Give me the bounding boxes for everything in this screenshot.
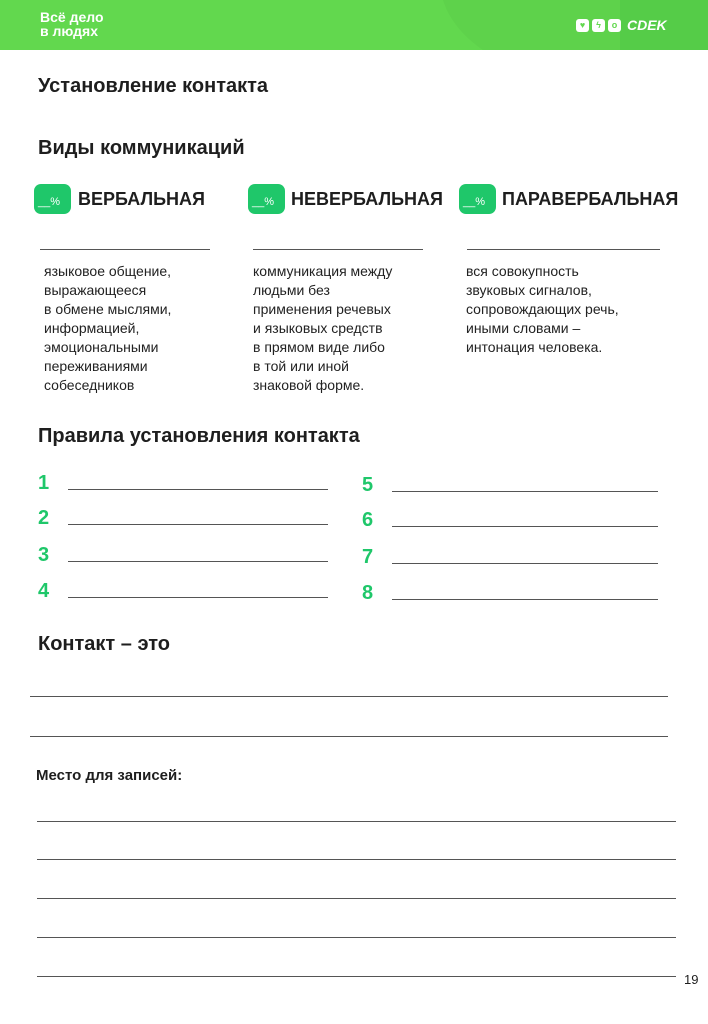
description-line: переживаниями — [44, 358, 148, 374]
description-line: коммуникация между — [253, 263, 393, 279]
rule-line[interactable] — [68, 489, 328, 490]
rule-line[interactable] — [68, 524, 328, 525]
rule-line[interactable] — [68, 561, 328, 562]
description-line: знаковой форме. — [253, 377, 365, 393]
description-line: языковое общение, — [44, 263, 172, 279]
description-line: вся совокупность — [466, 263, 579, 279]
contact-heading: Контакт – это — [38, 633, 170, 655]
notes-line[interactable] — [37, 976, 676, 977]
type-description — [253, 262, 392, 395]
rule-line[interactable] — [392, 563, 658, 564]
rule-number: 6 — [362, 509, 374, 531]
description-line: интонация человека. — [466, 339, 603, 355]
rule-line[interactable] — [392, 599, 658, 600]
notes-line[interactable] — [37, 821, 676, 822]
description-line: эмоциональными — [44, 339, 159, 355]
fill-line[interactable] — [40, 249, 210, 250]
rule-number: 4 — [38, 580, 50, 602]
type-description — [44, 262, 171, 395]
type-label: ВЕРБАЛЬНАЯ — [78, 189, 205, 209]
percent-badge: __% — [34, 184, 71, 214]
description-line: применения речевых — [253, 301, 391, 317]
description-line: людьми без — [253, 282, 330, 298]
description-line: в обмене мыслями, — [44, 301, 172, 317]
slogan-line: Всё дело — [40, 9, 104, 25]
circle-icon: o — [608, 19, 621, 32]
cdek-logo — [576, 17, 667, 33]
rule-number: 2 — [38, 507, 50, 529]
description-line: собеседников — [44, 377, 135, 393]
description-line: выражающееся — [44, 282, 147, 298]
rule-number: 7 — [362, 546, 374, 568]
description-line: сопровождающих речь, — [466, 301, 619, 317]
description-line: звуковых сигналов, — [466, 282, 592, 298]
rule-number: 5 — [362, 474, 374, 496]
slogan — [40, 10, 104, 38]
notes-line[interactable] — [37, 898, 676, 899]
answer-line[interactable] — [30, 736, 668, 737]
rules-heading: Правила установления контакта — [38, 425, 360, 447]
answer-line[interactable] — [30, 696, 668, 697]
type-label: ПАРАВЕРБАЛЬНАЯ — [502, 189, 679, 209]
rule-number: 1 — [38, 472, 50, 494]
description-line: и языковых средств — [253, 320, 383, 336]
rule-line[interactable] — [392, 491, 658, 492]
description-line: в той или иной — [253, 358, 349, 374]
types-heading: Виды коммуникаций — [38, 137, 245, 159]
rule-line[interactable] — [68, 597, 328, 598]
fill-line[interactable] — [253, 249, 423, 250]
description-line: иными словами – — [466, 320, 581, 336]
percent-badge: __% — [459, 184, 496, 214]
description-line: информацией, — [44, 320, 140, 336]
page-number: 19 — [684, 972, 699, 987]
type-label: НЕВЕРБАЛЬНАЯ — [291, 189, 443, 209]
percent-badge: __% — [248, 184, 285, 214]
rule-line[interactable] — [392, 526, 658, 527]
fill-line[interactable] — [467, 249, 660, 250]
brand-name: CDEK — [627, 17, 667, 33]
description-line: в прямом виде либо — [253, 339, 385, 355]
rule-number: 3 — [38, 544, 50, 566]
header-banner — [0, 0, 708, 50]
type-description — [466, 262, 619, 357]
bolt-icon: ϟ — [592, 19, 605, 32]
notes-line[interactable] — [37, 937, 676, 938]
slogan-line: в людях — [40, 23, 99, 39]
notes-line[interactable] — [37, 859, 676, 860]
rule-number: 8 — [362, 582, 374, 604]
heart-icon: ♥ — [576, 19, 589, 32]
notes-label: Место для записей: — [36, 767, 183, 784]
page-title: Установление контакта — [38, 75, 269, 97]
